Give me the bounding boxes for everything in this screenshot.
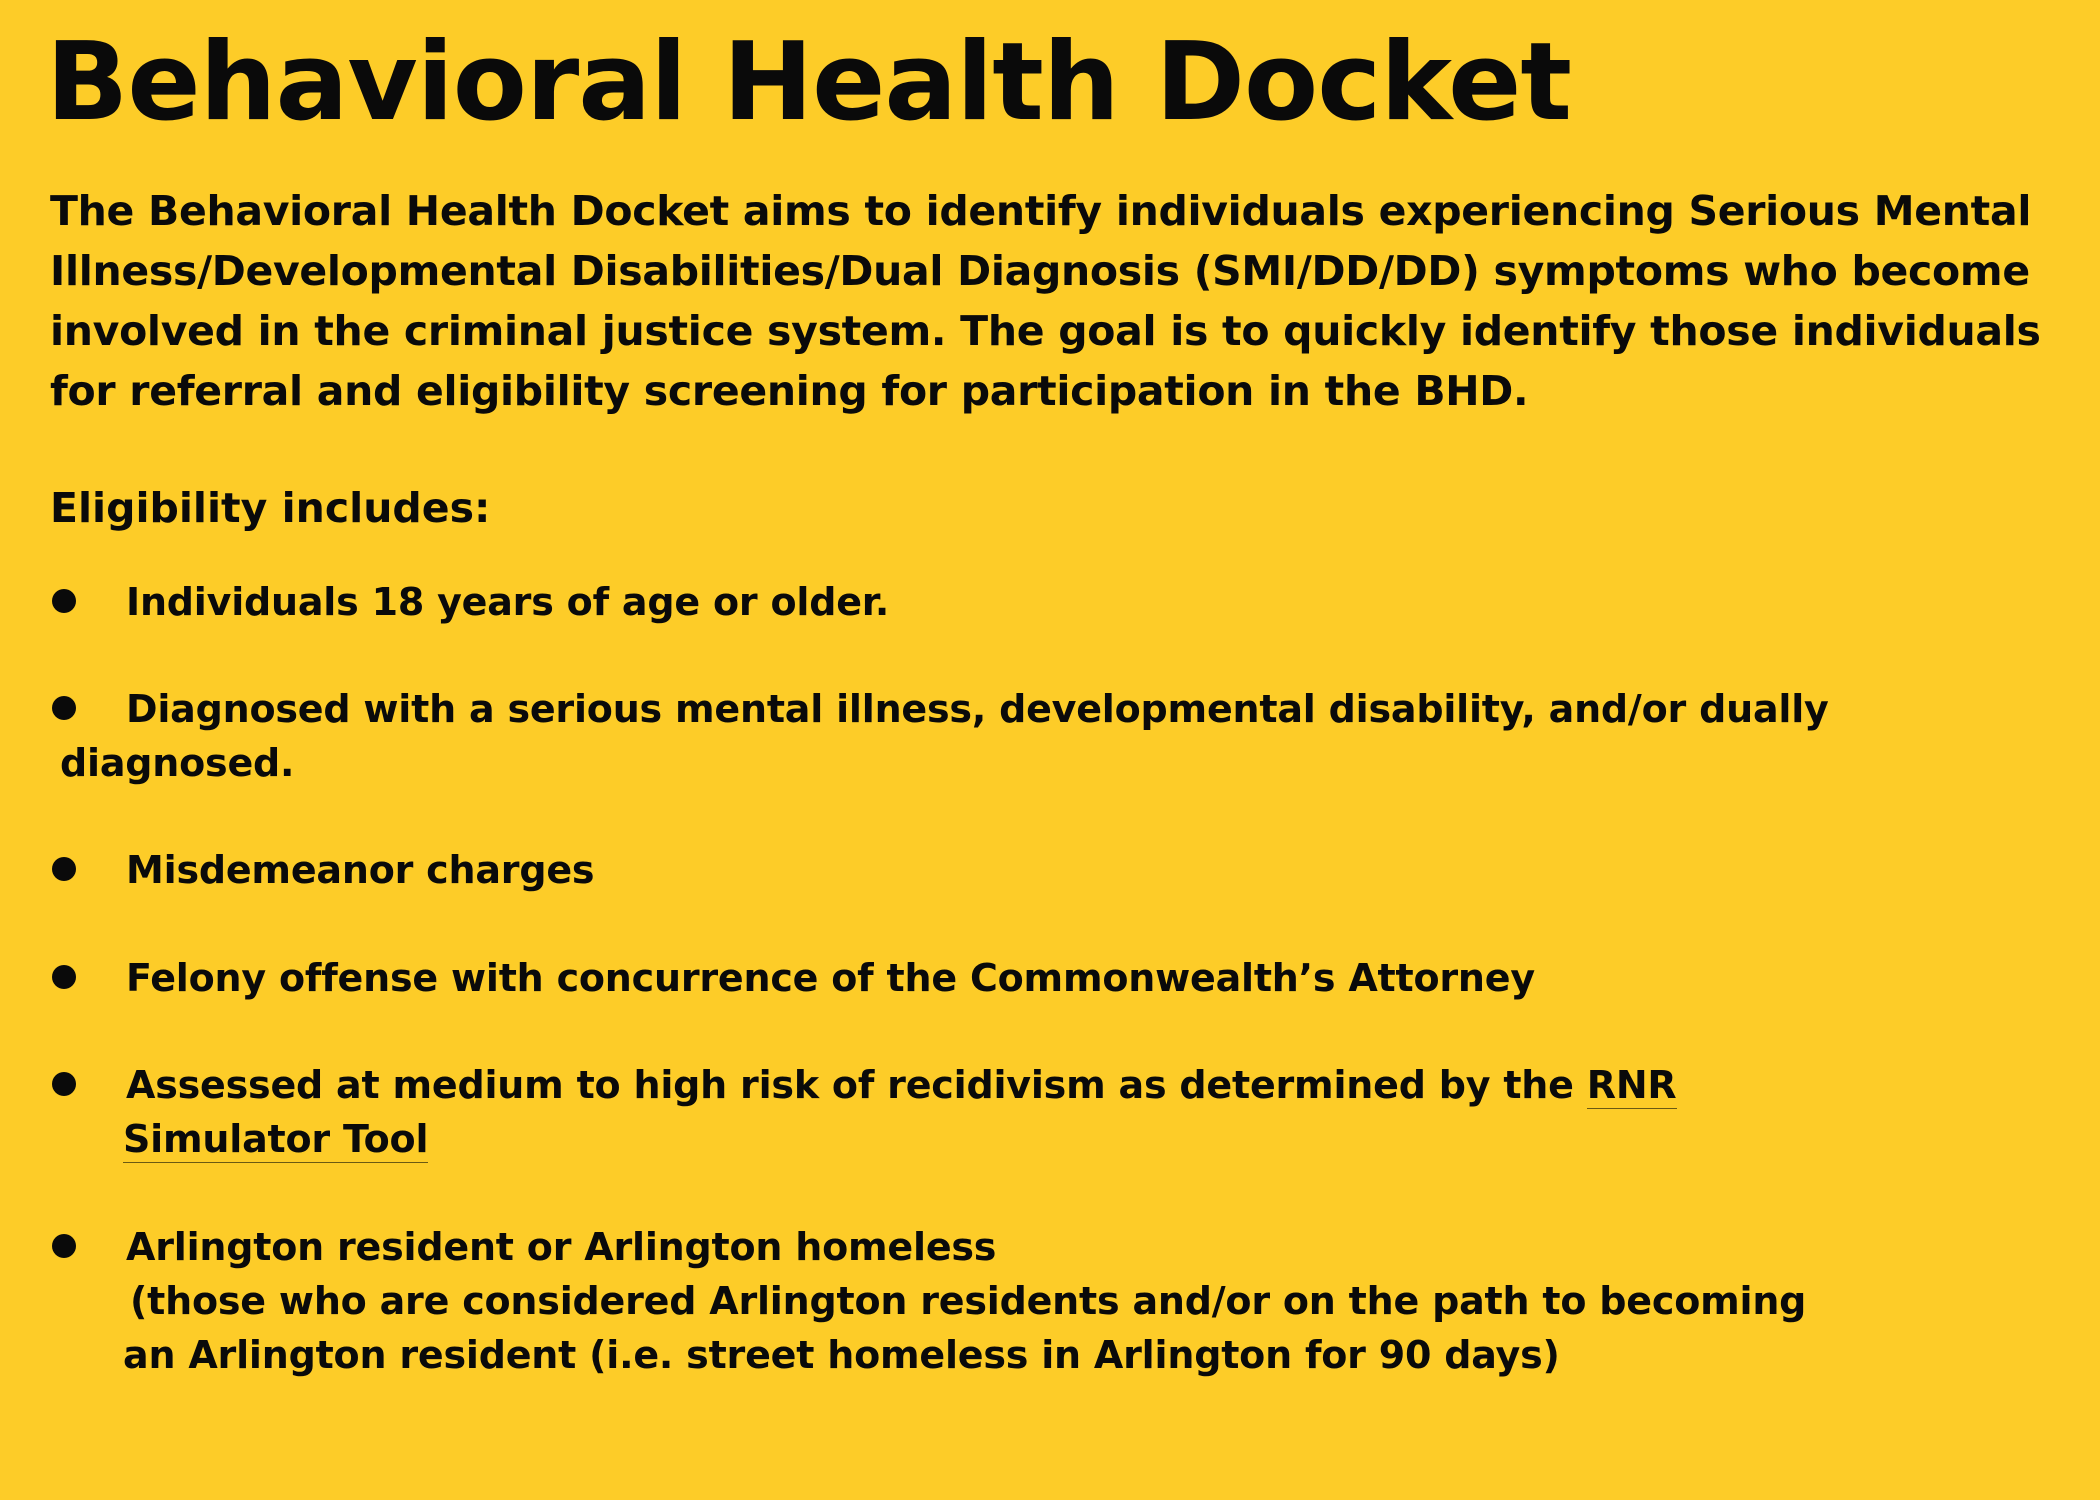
list-item-text-continued: diagnosed. [60,741,295,785]
bullet-icon [52,857,76,881]
bullet-icon [52,589,76,613]
risk-text: Assessed at medium to high risk of recidivism as determined by the [126,1063,1574,1107]
rnr-simulator-link[interactable]: RNR [1586,1063,1677,1107]
list-item-text-continued: an Arlington resident (i.e. street homeless in Arlington for 90 days) [123,1333,1560,1377]
list-item-text-continued: (those who are considered Arlington residents and/or on the path to becoming [130,1279,1807,1323]
list-item-text: Arlington resident or Arlington homeless [126,1225,997,1269]
list-item-text: Felony offense with concurrence of the Commonwealth’s Attorney [126,956,1535,1000]
list-item-text [126,1058,1677,1112]
intro-paragraph: The Behavioral Health Docket aims to identify individuals experiencing Serious Mental Illness/Developmental Disabilities/Dual Diagnosis (SMI/DD/DD) symptoms who become involved in the criminal justice system. The goal is to quickly identify those individuals for referral and eligibility screening for participation in the BHD. [50,187,2041,415]
eligibility-heading: Eligibility includes: [50,484,491,532]
list-item-text: Diagnosed with a serious mental illness, developmental disability, and/or dually [126,687,1829,731]
bullet-icon [52,1234,76,1258]
bullet-icon [52,1072,76,1096]
bullet-icon [52,965,76,989]
list-item-text: Individuals 18 years of age or older. [126,580,890,624]
bullet-icon [52,696,76,720]
page-title: Behavioral Health Docket [46,20,1572,145]
list-item-text-continued [123,1112,428,1166]
rnr-simulator-link-continued[interactable]: Simulator Tool [123,1117,429,1161]
list-item-text: Misdemeanor charges [126,848,595,892]
